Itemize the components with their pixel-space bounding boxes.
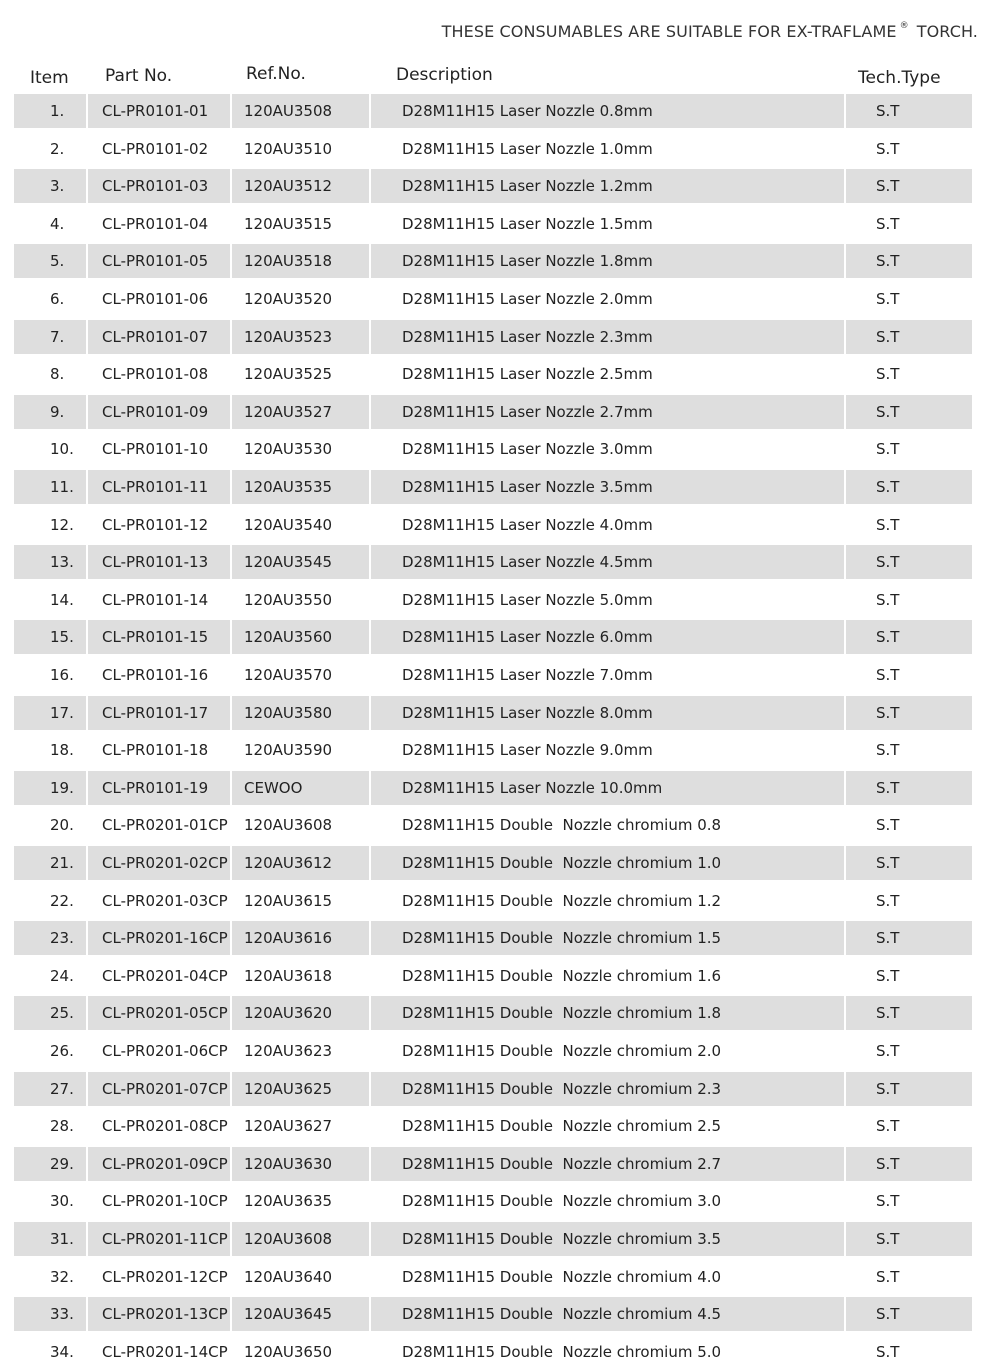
table-row [14,94,972,128]
part-number-cell: CL-PR0101-01 [102,102,209,120]
ref-number-cell: 120AU3615 [244,892,333,910]
description-cell: D28M11H15 Double Nozzle chromium 0.8 [402,816,722,834]
part-number-cell: CL-PR0101-07 [102,328,209,346]
column-divider [844,620,846,654]
ref-number-cell: 120AU3508 [244,102,333,120]
part-number-cell: CL-PR0101-15 [102,628,209,646]
column-divider [844,1147,846,1181]
tech-type-cell: S.T [876,215,900,233]
column-divider [230,244,232,278]
description-cell: D28M11H15 Laser Nozzle 4.0mm [402,516,653,534]
part-number-cell: CL-PR0201-13CP [102,1305,228,1323]
ref-number-cell: 120AU3645 [244,1305,333,1323]
table-row [14,1072,972,1106]
column-divider [369,545,371,579]
part-number-cell: CL-PR0201-11CP [102,1230,228,1248]
part-number-cell: CL-PR0201-08CP [102,1117,228,1135]
ref-number-cell: 120AU3512 [244,177,333,195]
column-divider [230,1072,232,1106]
column-divider [86,169,88,203]
item-number-cell: 15. [50,628,74,646]
column-divider [86,545,88,579]
tech-type-cell: S.T [876,779,900,797]
column-divider [86,244,88,278]
item-number-cell: 22. [50,892,74,910]
item-number-cell: 4. [50,215,65,233]
description-cell: D28M11H15 Double Nozzle chromium 1.5 [402,929,722,947]
ref-number-cell: 120AU3618 [244,967,333,985]
table-row [14,1184,972,1218]
part-number-cell: CL-PR0201-02CP [102,854,228,872]
description-cell: D28M11H15 Laser Nozzle 2.7mm [402,403,653,421]
ref-number-cell: 120AU3570 [244,666,333,684]
ref-number-cell: 120AU3535 [244,478,333,496]
table-row [14,959,972,993]
column-divider [369,620,371,654]
table-row [14,846,972,880]
item-number-cell: 13. [50,553,74,571]
ref-number-cell: 120AU3518 [244,252,333,270]
table-row [14,1335,972,1369]
column-divider [844,1072,846,1106]
ref-number-cell: 120AU3560 [244,628,333,646]
ref-number-cell: 120AU3650 [244,1343,333,1361]
tech-type-cell: S.T [876,1268,900,1286]
description-cell: D28M11H15 Laser Nozzle 2.5mm [402,365,653,383]
column-divider [230,1147,232,1181]
item-number-cell: 24. [50,967,74,985]
column-header-item: Item [30,68,69,88]
description-cell: D28M11H15 Double Nozzle chromium 1.2 [402,892,722,910]
description-cell: D28M11H15 Double Nozzle chromium 1.6 [402,967,722,985]
table-row [14,244,972,278]
description-cell: D28M11H15 Double Nozzle chromium 3.5 [402,1230,722,1248]
column-divider [86,1222,88,1256]
ref-number-cell: 120AU3625 [244,1080,333,1098]
part-number-cell: CL-PR0101-06 [102,290,209,308]
column-divider [230,771,232,805]
ref-number-cell: 120AU3520 [244,290,333,308]
item-number-cell: 16. [50,666,74,684]
item-number-cell: 14. [50,591,74,609]
part-number-cell: CL-PR0201-07CP [102,1080,228,1098]
column-divider [230,620,232,654]
description-cell: D28M11H15 Laser Nozzle 2.0mm [402,290,653,308]
column-divider [369,921,371,955]
tech-type-cell: S.T [876,1305,900,1323]
tech-type-cell: S.T [876,854,900,872]
table-row [14,432,972,466]
part-number-cell: CL-PR0101-09 [102,403,209,421]
tech-type-cell: S.T [876,553,900,571]
table-row [14,169,972,203]
item-number-cell: 17. [50,704,74,722]
tech-type-cell: S.T [876,1155,900,1173]
column-divider [86,94,88,128]
tech-type-cell: S.T [876,1117,900,1135]
column-divider [844,1222,846,1256]
column-divider [844,320,846,354]
item-number-cell: 19. [50,779,74,797]
ref-number-cell: 120AU3510 [244,140,333,158]
ref-number-cell: 120AU3623 [244,1042,333,1060]
column-header-description: Description [396,65,493,85]
column-divider [86,1147,88,1181]
column-divider [230,169,232,203]
ref-number-cell: 120AU3550 [244,591,333,609]
tech-type-cell: S.T [876,741,900,759]
ref-number-cell: 120AU3590 [244,741,333,759]
item-number-cell: 27. [50,1080,74,1098]
column-divider [369,1222,371,1256]
ref-number-cell: 120AU3608 [244,816,333,834]
column-divider [844,169,846,203]
part-number-cell: CL-PR0101-14 [102,591,209,609]
tech-type-cell: S.T [876,892,900,910]
column-divider [230,545,232,579]
table-row [14,207,972,241]
column-divider [369,1072,371,1106]
description-cell: D28M11H15 Laser Nozzle 3.0mm [402,440,653,458]
ref-number-cell: 120AU3635 [244,1192,333,1210]
table-row [14,395,972,429]
description-cell: D28M11H15 Double Nozzle chromium 4.0 [402,1268,722,1286]
table-row [14,733,972,767]
part-number-cell: CL-PR0101-17 [102,704,209,722]
column-header-ref-no: Ref.No. [246,64,306,84]
part-number-cell: CL-PR0201-14CP [102,1343,228,1361]
tech-type-cell: S.T [876,365,900,383]
column-divider [86,846,88,880]
column-divider [230,696,232,730]
column-divider [230,846,232,880]
part-number-cell: CL-PR0201-16CP [102,929,228,947]
table-row [14,1222,972,1256]
ref-number-cell: 120AU3640 [244,1268,333,1286]
part-number-cell: CL-PR0201-09CP [102,1155,228,1173]
item-number-cell: 1. [50,102,65,120]
description-cell: D28M11H15 Double Nozzle chromium 2.3 [402,1080,722,1098]
table-row [14,1260,972,1294]
tech-type-cell: S.T [876,140,900,158]
table-row [14,1034,972,1068]
heading-suffix: TORCH. [916,22,978,41]
part-number-cell: CL-PR0101-03 [102,177,209,195]
table-row [14,470,972,504]
column-divider [369,846,371,880]
column-divider [86,470,88,504]
page-heading [442,22,978,41]
column-divider [230,470,232,504]
item-number-cell: 9. [50,403,65,421]
column-divider [369,470,371,504]
tech-type-cell: S.T [876,177,900,195]
item-number-cell: 18. [50,741,74,759]
column-divider [369,320,371,354]
column-divider [369,1297,371,1331]
column-divider [230,94,232,128]
column-divider [844,244,846,278]
item-number-cell: 5. [50,252,65,270]
column-divider [844,921,846,955]
part-number-cell: CL-PR0101-02 [102,140,209,158]
column-divider [369,94,371,128]
part-number-cell: CL-PR0201-12CP [102,1268,228,1286]
item-number-cell: 3. [50,177,65,195]
table-row [14,884,972,918]
part-number-cell: CL-PR0201-04CP [102,967,228,985]
tech-type-cell: S.T [876,1042,900,1060]
part-number-cell: CL-PR0101-12 [102,516,209,534]
description-cell: D28M11H15 Laser Nozzle 4.5mm [402,553,653,571]
description-cell: D28M11H15 Double Nozzle chromium 1.0 [402,854,722,872]
part-number-cell: CL-PR0201-10CP [102,1192,228,1210]
part-number-cell: CL-PR0101-18 [102,741,209,759]
column-divider [369,169,371,203]
description-cell: D28M11H15 Laser Nozzle 3.5mm [402,478,653,496]
tech-type-cell: S.T [876,290,900,308]
ref-number-cell: 120AU3525 [244,365,333,383]
part-number-cell: CL-PR0201-05CP [102,1004,228,1022]
ref-number-cell: 120AU3608 [244,1230,333,1248]
item-number-cell: 10. [50,440,74,458]
column-header-part-no: Part No. [105,66,173,86]
tech-type-cell: S.T [876,591,900,609]
tech-type-cell: S.T [876,1004,900,1022]
item-number-cell: 34. [50,1343,74,1361]
table-row [14,696,972,730]
item-number-cell: 6. [50,290,65,308]
table-row [14,132,972,166]
column-divider [230,1297,232,1331]
item-number-cell: 30. [50,1192,74,1210]
ref-number-cell: 120AU3580 [244,704,333,722]
description-cell: D28M11H15 Laser Nozzle 10.0mm [402,779,663,797]
ref-number-cell: 120AU3620 [244,1004,333,1022]
column-divider [844,470,846,504]
description-cell: D28M11H15 Laser Nozzle 0.8mm [402,102,653,120]
item-number-cell: 20. [50,816,74,834]
table-row [14,1147,972,1181]
column-divider [86,1072,88,1106]
column-divider [369,996,371,1030]
part-number-cell: CL-PR0101-13 [102,553,209,571]
item-number-cell: 29. [50,1155,74,1173]
column-divider [86,1297,88,1331]
tech-type-cell: S.T [876,704,900,722]
description-cell: D28M11H15 Double Nozzle chromium 4.5 [402,1305,722,1323]
part-number-cell: CL-PR0101-19 [102,779,209,797]
description-cell: D28M11H15 Laser Nozzle 2.3mm [402,328,653,346]
ref-number-cell: CEWOO [244,779,303,797]
column-divider [230,1222,232,1256]
description-cell: D28M11H15 Laser Nozzle 6.0mm [402,628,653,646]
description-cell: D28M11H15 Laser Nozzle 1.0mm [402,140,653,158]
column-divider [369,696,371,730]
item-number-cell: 28. [50,1117,74,1135]
part-number-cell: CL-PR0101-16 [102,666,209,684]
tech-type-cell: S.T [876,1343,900,1361]
ref-number-cell: 120AU3523 [244,328,333,346]
tech-type-cell: S.T [876,666,900,684]
ref-number-cell: 120AU3515 [244,215,333,233]
item-number-cell: 32. [50,1268,74,1286]
description-cell: D28M11H15 Laser Nozzle 1.5mm [402,215,653,233]
tech-type-cell: S.T [876,929,900,947]
column-divider [844,94,846,128]
table-row [14,1297,972,1331]
item-number-cell: 26. [50,1042,74,1060]
tech-type-cell: S.T [876,1230,900,1248]
item-number-cell: 23. [50,929,74,947]
table-row [14,921,972,955]
table-row [14,620,972,654]
part-number-cell: CL-PR0101-05 [102,252,209,270]
tech-type-cell: S.T [876,252,900,270]
ref-number-cell: 120AU3616 [244,929,333,947]
part-number-cell: CL-PR0201-01CP [102,816,228,834]
tech-type-cell: S.T [876,440,900,458]
part-number-cell: CL-PR0101-11 [102,478,209,496]
column-divider [230,996,232,1030]
item-number-cell: 31. [50,1230,74,1248]
table-row [14,996,972,1030]
column-divider [86,620,88,654]
column-divider [86,696,88,730]
column-header-tech-type: Tech.Type [858,68,941,88]
column-divider [86,771,88,805]
ref-number-cell: 120AU3627 [244,1117,333,1135]
tech-type-cell: S.T [876,1080,900,1098]
column-divider [86,996,88,1030]
ref-number-cell: 120AU3530 [244,440,333,458]
tech-type-cell: S.T [876,478,900,496]
registered-mark: ® [899,21,909,31]
table-row [14,1109,972,1143]
column-divider [369,244,371,278]
tech-type-cell: S.T [876,102,900,120]
part-number-cell: CL-PR0201-03CP [102,892,228,910]
ref-number-cell: 120AU3630 [244,1155,333,1173]
description-cell: D28M11H15 Laser Nozzle 5.0mm [402,591,653,609]
table-row [14,658,972,692]
part-number-cell: CL-PR0101-10 [102,440,209,458]
item-number-cell: 11. [50,478,74,496]
part-number-cell: CL-PR0101-08 [102,365,209,383]
tech-type-cell: S.T [876,967,900,985]
tech-type-cell: S.T [876,628,900,646]
description-cell: D28M11H15 Laser Nozzle 8.0mm [402,704,653,722]
tech-type-cell: S.T [876,516,900,534]
column-divider [230,921,232,955]
column-divider [844,1297,846,1331]
tech-type-cell: S.T [876,816,900,834]
table-row [14,771,972,805]
description-cell: D28M11H15 Laser Nozzle 7.0mm [402,666,653,684]
item-number-cell: 8. [50,365,65,383]
description-cell: D28M11H15 Laser Nozzle 1.2mm [402,177,653,195]
column-divider [369,395,371,429]
column-divider [844,395,846,429]
table-row [14,808,972,842]
part-number-cell: CL-PR0201-06CP [102,1042,228,1060]
description-cell: D28M11H15 Laser Nozzle 9.0mm [402,741,653,759]
description-cell: D28M11H15 Double Nozzle chromium 2.7 [402,1155,722,1173]
tech-type-cell: S.T [876,1192,900,1210]
column-divider [86,320,88,354]
column-divider [86,395,88,429]
description-cell: D28M11H15 Double Nozzle chromium 5.0 [402,1343,722,1361]
table-row [14,282,972,316]
tech-type-cell: S.T [876,403,900,421]
column-divider [844,545,846,579]
description-cell: D28M11H15 Double Nozzle chromium 1.8 [402,1004,722,1022]
item-number-cell: 33. [50,1305,74,1323]
column-divider [844,771,846,805]
table-row [14,357,972,391]
column-divider [844,696,846,730]
description-cell: D28M11H15 Double Nozzle chromium 2.5 [402,1117,722,1135]
item-number-cell: 21. [50,854,74,872]
description-cell: D28M11H15 Double Nozzle chromium 3.0 [402,1192,722,1210]
column-divider [369,1147,371,1181]
item-number-cell: 7. [50,328,65,346]
table-row [14,320,972,354]
column-divider [230,395,232,429]
table-row [14,545,972,579]
ref-number-cell: 120AU3527 [244,403,333,421]
tech-type-cell: S.T [876,328,900,346]
column-divider [86,921,88,955]
ref-number-cell: 120AU3540 [244,516,333,534]
table-row [14,583,972,617]
column-divider [844,846,846,880]
item-number-cell: 2. [50,140,65,158]
description-cell: D28M11H15 Double Nozzle chromium 2.0 [402,1042,722,1060]
ref-number-cell: 120AU3545 [244,553,333,571]
part-number-cell: CL-PR0101-04 [102,215,209,233]
item-number-cell: 12. [50,516,74,534]
column-divider [369,771,371,805]
item-number-cell: 25. [50,1004,74,1022]
ref-number-cell: 120AU3612 [244,854,333,872]
table-row [14,508,972,542]
column-divider [230,320,232,354]
column-divider [844,996,846,1030]
heading-text: THESE CONSUMABLES ARE SUITABLE FOR EX-TRAFLAME [441,22,897,41]
description-cell: D28M11H15 Laser Nozzle 1.8mm [402,252,653,270]
